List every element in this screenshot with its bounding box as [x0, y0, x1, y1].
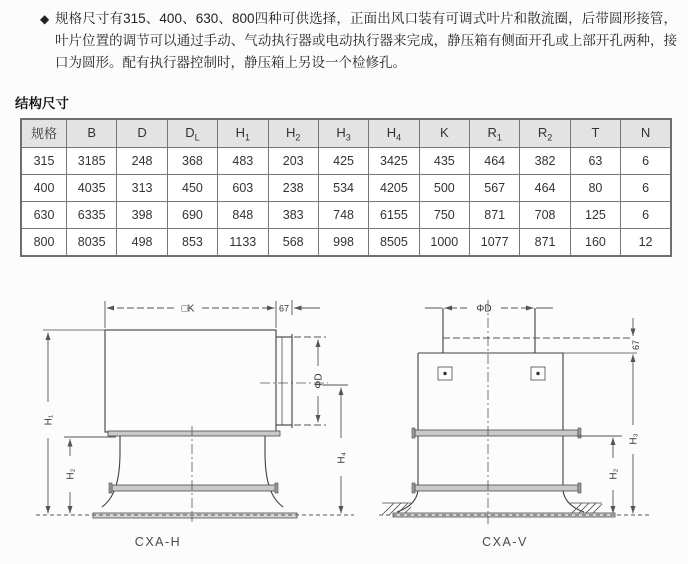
table-cell: 800: [21, 229, 67, 257]
table-cell: 1000: [419, 229, 469, 257]
dim-label-67: 67: [278, 303, 290, 314]
dim-label-h3: H₃: [628, 433, 640, 445]
table-cell: 464: [520, 175, 570, 202]
table-cell: 534: [318, 175, 368, 202]
table-cell: 368: [167, 148, 217, 175]
table-row: [21, 148, 671, 175]
technical-drawings: [0, 288, 688, 558]
column-header-label: R: [537, 124, 548, 140]
table-cell: 6155: [369, 202, 419, 229]
column-header-label: H: [235, 124, 245, 140]
dim-h2: [64, 437, 116, 514]
dim-phi-d: [294, 337, 326, 425]
dim-67: [279, 300, 320, 315]
table-cell: 4205: [369, 175, 419, 202]
table-cell: 313: [117, 175, 167, 202]
top-collar: [443, 308, 535, 353]
column-header: [167, 119, 217, 148]
table-cell: 3185: [67, 148, 117, 175]
column-header-subscript: 4: [396, 132, 402, 143]
dim-label-67: 67: [631, 339, 641, 351]
table-cell: 238: [268, 175, 318, 202]
column-header-label: T: [591, 124, 600, 140]
table-cell: 483: [218, 148, 268, 175]
column-header: [67, 119, 117, 148]
table-cell: 203: [268, 148, 318, 175]
intro-paragraph: [40, 8, 677, 74]
table-cell: 1133: [218, 229, 268, 257]
dim-label-h1: H₁: [43, 414, 55, 426]
table-row: [21, 202, 671, 229]
table-cell: 160: [570, 229, 620, 257]
column-header-subscript: 1: [245, 132, 251, 143]
dim-label-k: □K: [181, 303, 195, 315]
column-header: [318, 119, 368, 148]
column-header-subscript: 2: [295, 132, 301, 143]
table-cell: 568: [268, 229, 318, 257]
column-header: [419, 119, 469, 148]
column-header-label: R: [487, 124, 497, 140]
column-header-label: H: [386, 124, 397, 140]
dim-h2: [576, 436, 622, 514]
table-cell: 3425: [369, 148, 419, 175]
table-cell: 8035: [67, 229, 117, 257]
drawing-caption-cxa-v: CXA-V: [482, 535, 528, 549]
table-cell: 567: [470, 175, 520, 202]
table-header: [21, 119, 671, 148]
intro-text: 规格尺寸有315、400、630、800四种可供选择，正面出风口装有可调式叶片和散流圈，后带圆形接管，叶片位置的调节可以通过手动、气动执行器或电动执行器来完成，静压箱有侧面开孔或上部开孔两种，接口为圆形。配有执行器控制时，静压箱上另设一个检修孔。: [55, 11, 677, 70]
drawing-cxa-v: [365, 288, 665, 558]
column-header: [520, 119, 570, 148]
table-cell: 315: [21, 148, 67, 175]
column-header-label: H: [285, 124, 296, 140]
table-cell: 1077: [470, 229, 520, 257]
column-header: [268, 119, 318, 148]
dim-label-phi-d: ΦD: [476, 303, 492, 315]
column-header: [621, 119, 671, 148]
column-header: [369, 119, 419, 148]
drawing-cxa-h: [30, 288, 365, 558]
dim-label-h4: H₄: [336, 452, 348, 464]
table-cell: 6: [621, 148, 671, 175]
column-header-label: N: [640, 124, 651, 140]
base-plate: [393, 513, 615, 517]
diffuser-cone: [93, 436, 297, 518]
column-header-label: D: [137, 124, 147, 140]
flange-bands: [412, 428, 581, 493]
dim-h1: [44, 333, 55, 514]
table-cell: 690: [167, 202, 217, 229]
table-cell: 6: [621, 202, 671, 229]
table-cell: 425: [318, 148, 368, 175]
table-row: [21, 229, 671, 257]
dimensions-table: [20, 118, 672, 257]
table-body: [21, 148, 671, 257]
column-header: [470, 119, 520, 148]
table-cell: 853: [167, 229, 217, 257]
table-cell: 603: [218, 175, 268, 202]
table-cell: 450: [167, 175, 217, 202]
dim-k: [105, 301, 276, 328]
dim-label-h2: H₂: [65, 468, 77, 480]
table-cell: 435: [419, 148, 469, 175]
table-cell: 871: [520, 229, 570, 257]
table-cell: 6: [621, 175, 671, 202]
column-header-subscript: 2: [547, 132, 553, 143]
table-cell: 382: [520, 148, 570, 175]
column-header-label: H: [336, 124, 346, 140]
column-header-label: D: [185, 124, 195, 140]
dim-67: [631, 318, 641, 350]
column-header-label: B: [87, 124, 97, 140]
table-cell: 750: [419, 202, 469, 229]
table-cell: 630: [21, 202, 67, 229]
table-cell: 398: [117, 202, 167, 229]
table-cell: 6335: [67, 202, 117, 229]
side-spigot: [276, 334, 292, 428]
table-cell: 8505: [369, 229, 419, 257]
dim-h3: [629, 355, 640, 514]
dim-label-h2: H₂: [608, 468, 620, 480]
column-header: [570, 119, 620, 148]
table-cell: 248: [117, 148, 167, 175]
table-cell: 998: [318, 229, 368, 257]
table-cell: 400: [21, 175, 67, 202]
section-title: 结构尺寸: [15, 96, 69, 111]
table-cell: 383: [268, 202, 318, 229]
plenum-box: [43, 330, 280, 436]
column-header-subscript: 1: [496, 132, 502, 143]
table-cell: 871: [470, 202, 520, 229]
dim-label-phi-d: ΦD: [313, 373, 325, 389]
table-cell: 848: [218, 202, 268, 229]
table-cell: 748: [318, 202, 368, 229]
column-header-label: K: [439, 124, 449, 140]
table-cell: 498: [117, 229, 167, 257]
column-header-subscript: L: [194, 132, 200, 143]
table-cell: 80: [570, 175, 620, 202]
table-cell: 125: [570, 202, 620, 229]
column-header: [117, 119, 167, 148]
table-cell: 708: [520, 202, 570, 229]
table-cell: 63: [570, 148, 620, 175]
dim-h4: [322, 385, 348, 514]
dim-phi-d: [425, 304, 553, 315]
table-cell: 464: [470, 148, 520, 175]
table-cell: 12: [621, 229, 671, 257]
table-row: [21, 175, 671, 202]
table-cell: 500: [419, 175, 469, 202]
column-header-label: 规格: [30, 126, 57, 142]
table-header-row: [21, 119, 671, 148]
table-cell: 4035: [67, 175, 117, 202]
column-header-subscript: 3: [345, 132, 351, 143]
bullet-diamond-icon: ◆: [40, 12, 50, 26]
column-header: [21, 119, 67, 148]
drawing-caption-cxa-h: CXA-H: [134, 535, 182, 549]
column-header: [218, 119, 268, 148]
